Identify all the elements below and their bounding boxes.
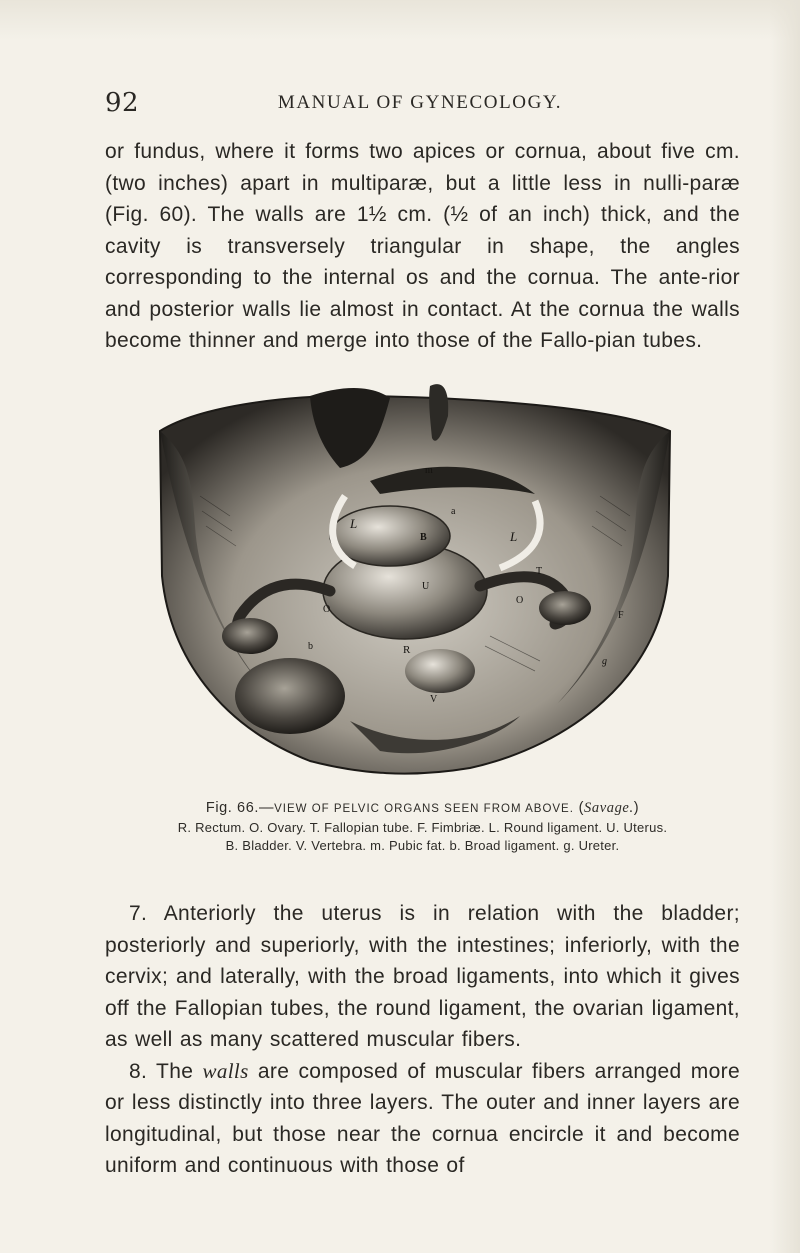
label-O-left: O — [323, 604, 331, 615]
vertebra — [405, 649, 475, 693]
paragraph-8-rest: are composed of muscular fibers arranged more or less distinctly into three layers. The outer and inner layers are longitudinal, but those near the cornua encircle it and become uniform and continuous with those of — [105, 1059, 740, 1177]
label-g: g — [602, 656, 607, 667]
label-a: a — [451, 506, 456, 517]
caption-legend-line-1: R. Rectum. O. Ovary. T. Fallopian tube. F. Fimbriæ. L. Round ligament. U. Uterus. — [177, 820, 668, 835]
label-U: U — [422, 581, 430, 592]
paragraph-continuation: or fundus, where it forms two apices or cornua, about five cm. (two inches) apart in multiparæ, but a little less in nulli-paræ (Fig. 60). The walls are 1½ cm. (½ of an inch) thick, and the cavity is transversely triangular in shape, the angles corresponding to the internal os and the cornua. The ante-rior and posterior walls lie almost in contact. At the cornua the walls become thinner and merge into those of the Fallo-pian tubes. — [105, 140, 740, 352]
page-edge-shadow-right — [770, 0, 800, 1253]
label-b: b — [308, 641, 313, 652]
rectum — [235, 658, 345, 734]
running-head — [105, 88, 735, 124]
paragraph-8-start: 8. The — [129, 1059, 203, 1083]
paragraph-8-italic-term: walls — [202, 1058, 249, 1083]
label-F: F — [618, 610, 624, 621]
caption-fig-label: Fig. 66. — [205, 800, 260, 816]
book-title: MANUAL OF GYNECOLOGY. — [277, 92, 563, 113]
caption-source: Savage. — [584, 800, 634, 816]
page-edge-shadow-top — [0, 0, 800, 40]
text-block-top — [105, 136, 740, 357]
paragraph-8 — [105, 1056, 740, 1182]
caption-title-text: VIEW OF PELVIC ORGANS SEEN FROM ABOVE. — [274, 803, 574, 815]
pelvic-organs-illustration — [140, 376, 680, 776]
caption-legend-line-2: B. Bladder. V. Vertebra. m. Pubic fat. b. Broad ligament. g. Ureter. — [225, 838, 620, 853]
label-R: R — [403, 644, 411, 656]
label-m: m — [425, 465, 433, 476]
label-B: B — [420, 532, 427, 543]
label-L-right: L — [510, 529, 518, 544]
right-ovary — [539, 591, 591, 625]
page-number: 92 — [105, 88, 140, 118]
label-L-left: L — [350, 516, 358, 531]
label-V: V — [430, 694, 438, 705]
caption-title: Fig. 66.—VIEW OF PELVIC ORGANS SEEN FROM ABOVE. (Savage.) — [205, 800, 640, 816]
text-block-bottom — [105, 898, 740, 1182]
label-O-right: O — [516, 595, 524, 606]
figure-caption — [105, 798, 740, 855]
anatomical-figure — [140, 376, 680, 776]
paragraph-7: 7. Anteriorly the uterus is in relation with the bladder; posteriorly and superiorly, with the intestines; inferiorly, with the cervix; and laterally, with the broad ligaments, into which it gives off the Fallopian tubes, the round ligament, the ovarian ligament, as well as many scattered muscular fibers. — [105, 902, 740, 1051]
label-T: T — [536, 566, 543, 577]
left-ovary — [222, 618, 278, 654]
